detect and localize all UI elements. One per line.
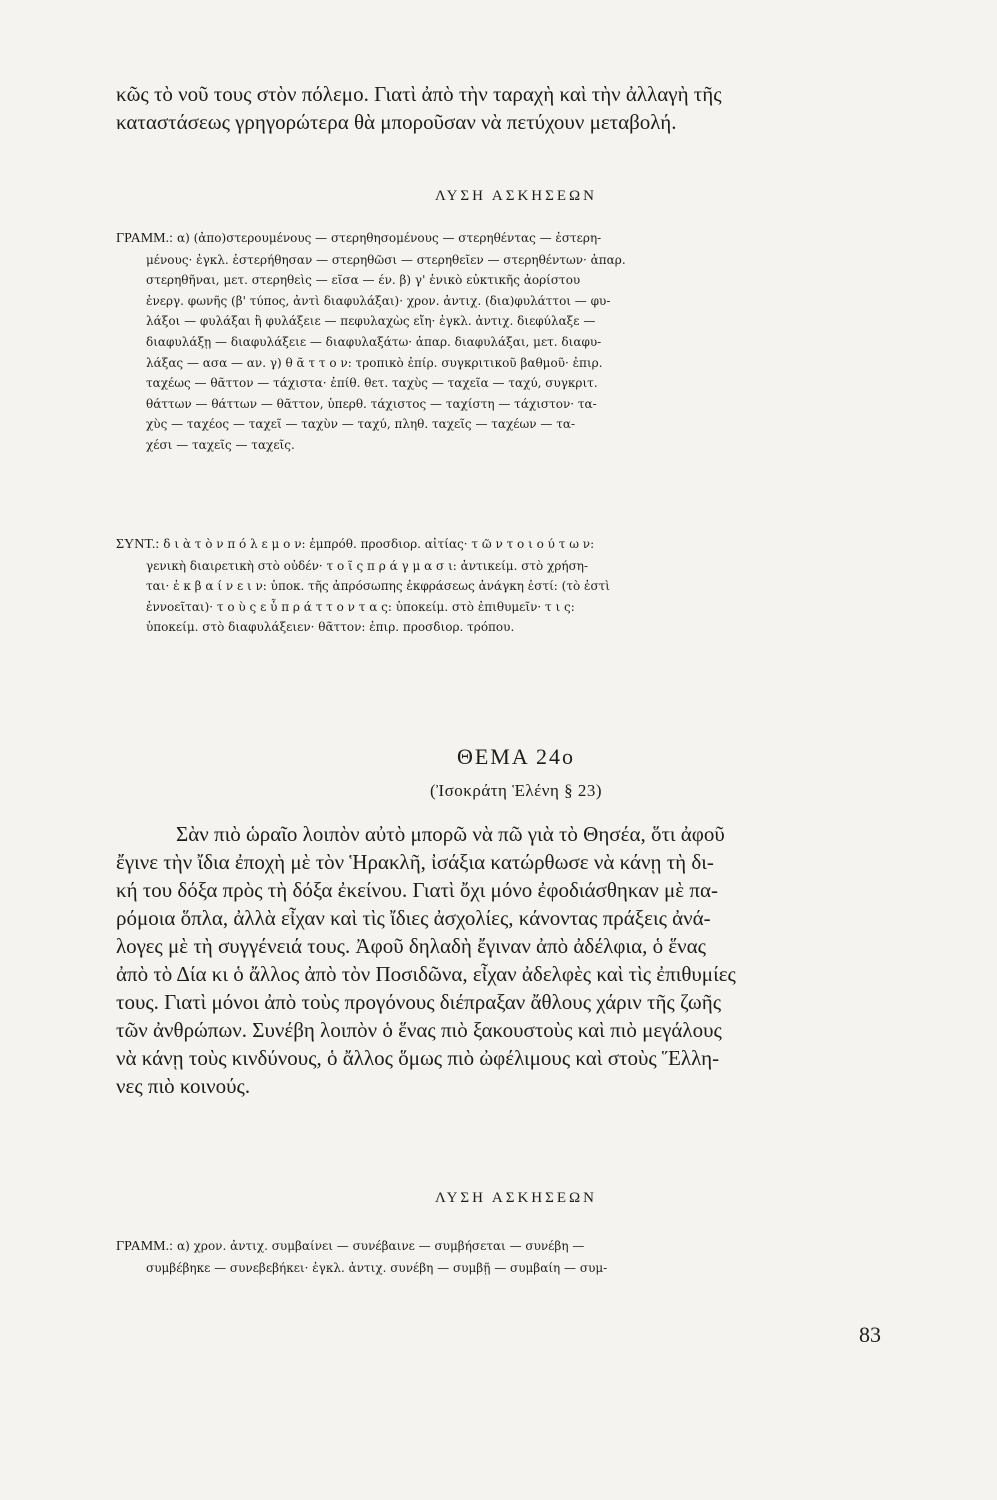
text-line: νες πιὸ κοινούς. (116, 1074, 251, 1098)
text-line: ΓΡΑΜΜ.: α) (ἀπο)στερουμένους — στερηθησομένους — στερηθέντας — ἐστερη- (116, 231, 602, 246)
text-line: χὺς — ταχέος — ταχεῖ — ταχὺν — ταχύ, πληθ. ταχεῖς — ταχέων — τα- (146, 417, 576, 432)
solution-heading: ΛΥΣΗ ΑΣΚΗΣΕΩΝ (434, 188, 598, 204)
text-line: καταστάσεως γρηγορώτερα θὰ μποροῦσαν νὰ πετύχουν μεταβολή. (116, 110, 677, 134)
text-line: ΣΥΝΤ.: δ ι ὰ τ ὸ ν π ό λ ε μ ο ν: ἐμπρόθ. προσδιορ. αἰτίας· τ ῶ ν τ ο ι ο ύ τ ω ν: (116, 537, 595, 552)
text-line: ΓΡΑΜΜ.: α) χρον. ἀντιχ. συμβαίνει — συνέβαινε — συμβήσεται — συνέβη — (116, 1239, 585, 1254)
grammar-section (116, 228, 916, 456)
main-paragraph (116, 820, 916, 1100)
page-number: 83 (859, 1322, 881, 1347)
text-line: ἔγινε τὴν ἴδια ἐποχὴ μὲ τὸν Ἡρακλῆ, ἰσάξια κατώρθωσε νὰ κάνῃ τὴ δι- (116, 850, 714, 874)
text-line: διαφυλάξῃ — διαφυλάξειε — διαφυλαξάτω· ἀπαρ. διαφυλάξαι, μετ. διαφυ- (146, 334, 602, 349)
text-line: τους. Γιατὶ μόνοι ἀπὸ τοὺς προγόνους διέπραξαν ἄθλους χάριν τῆς ζωῆς (116, 990, 722, 1014)
section-label: ΣΥΝΤ.: (116, 537, 160, 552)
text-line: ἐνεργ. φωνῆς (β' τύπος, ἀντὶ διαφυλάξαι)· χρον. ἀντιχ. (δια)φυλάττοι — φυ- (146, 293, 611, 308)
text-line: τῶν ἀνθρώπων. Συνέβη λοιπὸν ὁ ἕνας πιὸ ξακουστοὺς καὶ πιὸ μεγάλους (116, 1018, 722, 1042)
text-line: ἐννοεῖται)· τ ο ὺ ς ε ὖ π ρ ά τ τ ο ν τ α ς: ὑποκείμ. στὸ ἐπιθυμεῖν· τ ι ς: (146, 599, 575, 614)
text-line: στερηθῆναι, μετ. στερηθεὶς — εῖσα — έν. β) γ' ἑνικὸ εὐκτικῆς ἀορίστου (146, 273, 581, 288)
text-line: νὰ κάνῃ τοὺς κινδύνους, ὁ ἄλλος ὅμως πιὸ ὠφέλιμους καὶ στοὺς Ἕλλη- (116, 1046, 720, 1070)
text-line: μένους· ἐγκλ. ἐστερήθησαν — στερηθῶσι — στερηθεῖεν — στερηθέντων· ἀπαρ. (146, 252, 626, 267)
text-line: συμβέβηκε — συνεβεβήκει· ἐγκλ. ἀντιχ. συνέβη — συμβῇ — συμβαίη — συμ- (146, 1260, 608, 1275)
text-line: κή του δόξα πρὸς τὴ δόξα ἐκείνου. Γιατὶ ὄχι μόνο ἐφοδιάσθηκαν μὲ πα- (116, 878, 718, 902)
syntax-section (116, 534, 916, 638)
text-line: λογες μὲ τὴ συγγένειά τους. Ἀφοῦ δηλαδὴ ἔγιναν ἀπὸ ἀδέλφια, ὁ ἕνας (116, 934, 706, 958)
section-label: ΓΡΑΜΜ.: (116, 1239, 174, 1254)
text-line: γενικὴ διαιρετικὴ στὸ οὐδέν· τ ο ῖ ς π ρ ά γ μ α σ ι: ἀντικείμ. στὸ χρήση- (146, 558, 589, 573)
text-line: θάττων — θάττων — θᾶττον, ὑπερθ. τάχιστος — ταχίστη — τάχιστον· τα- (146, 396, 597, 411)
solution-heading: ΛΥΣΗ ΑΣΚΗΣΕΩΝ (434, 1190, 598, 1206)
theme-title: ΘΕΜΑ 24ο (456, 744, 576, 769)
text-line: λάξοι — φυλάξαι ἢ φυλάξειε — πεφυλαχὼς εἴη· ἐγκλ. ἀντιχ. διεφύλαξε — (146, 314, 596, 329)
theme-source: (Ἰσοκράτη Ἑλένη § 23) (429, 781, 603, 800)
section-label: ΓΡΑΜΜ.: (116, 231, 174, 246)
text-line: λάξας — ασα — αν. γ) θ ᾶ τ τ ο ν: τροπικὸ ἐπίρ. συγκριτικοῦ βαθμοῦ· ἐπιρ. (146, 355, 603, 370)
text-line: ρόμοια ὅπλα, ἀλλὰ εἶχαν καὶ τὶς ἴδιες ἀσχολίες, κάνοντας πράξεις ἀνά- (116, 906, 711, 930)
grammar-section (116, 1236, 916, 1278)
text-line: ὑποκείμ. στὸ διαφυλάξειεν· θᾶττον: ἐπιρ. προσδιορ. τρόπου. (146, 620, 515, 635)
text-line: κῶς τὸ νοῦ τους στὸν πόλεμο. Γιατὶ ἀπὸ τὴν ταραχὴ καὶ τὴν ἀλλαγὴ τῆς (116, 82, 722, 106)
text-line: Σὰν πιὸ ὡραῖο λοιπὸν αὐτὸ μπορῶ νὰ πῶ γιὰ τὸ Θησέα, ὅτι ἀφοῦ (176, 822, 725, 846)
text-line: ἀπὸ τὸ Δία κι ὁ ἄλλος ἀπὸ τὸν Ποσιδῶνα, εἶχαν ἀδελφὲς καὶ τὶς ἐπιθυμίες (116, 962, 736, 986)
text-line: ται· ἐ κ β α ί ν ε ι ν: ὑποκ. τῆς ἀπρόσωπης ἐκφράσεως ἀνάγκη ἐστί: (τὸ ἐστὶ (146, 579, 610, 594)
text-line: χέσι — ταχεῖς — ταχεῖς. (146, 437, 295, 452)
top-paragraph (116, 80, 916, 136)
text-line: ταχέως — θᾶττον — τάχιστα· ἐπίθ. θετ. ταχὺς — ταχεῖα — ταχύ, συγκριτ. (146, 376, 598, 391)
